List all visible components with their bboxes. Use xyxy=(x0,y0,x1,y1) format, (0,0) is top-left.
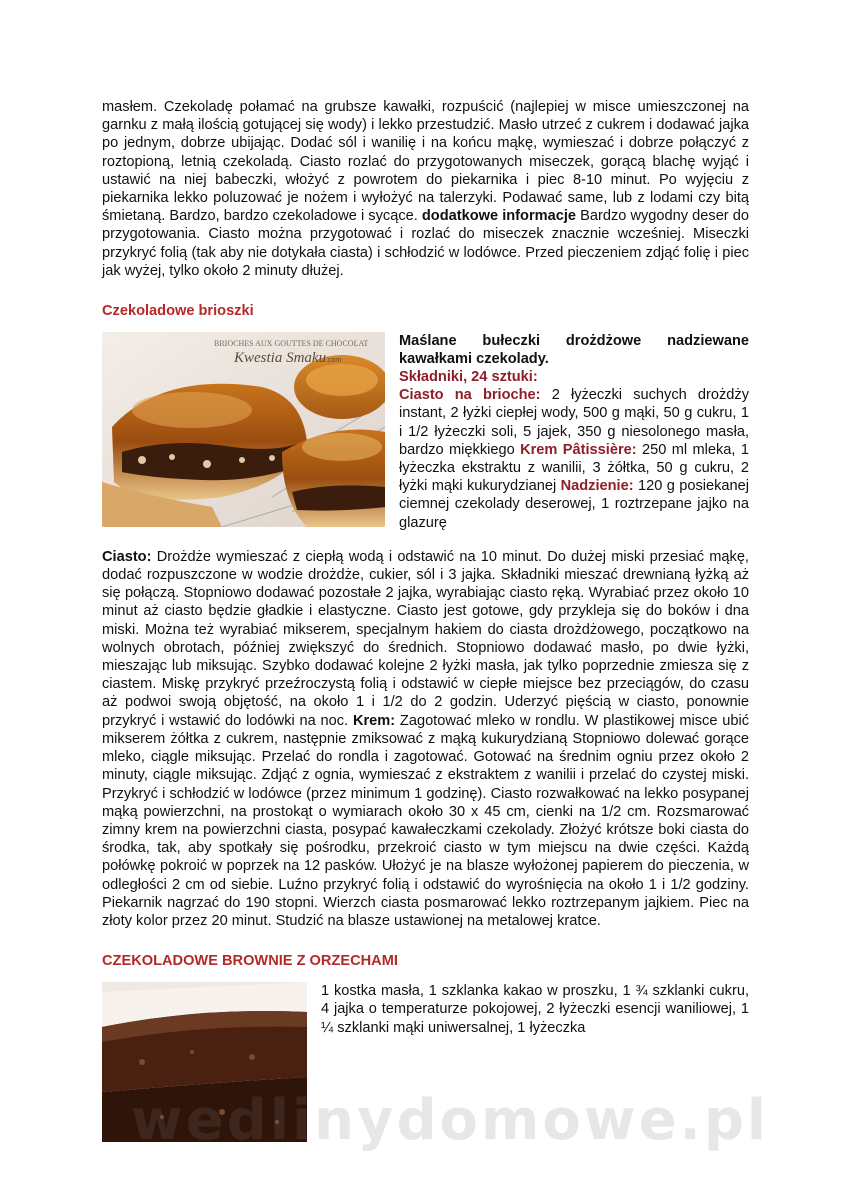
ingredients-label: Składniki, 24 sztuki: xyxy=(399,369,538,386)
brioche-image xyxy=(102,332,385,527)
dough-label: Ciasto na brioche: xyxy=(399,387,541,404)
method-cream-label: Krem: xyxy=(352,712,396,729)
watermark: wedlinydomowe.pl xyxy=(130,1088,770,1153)
brownie-image xyxy=(102,982,307,1142)
photo-caption-line2: Kwestia Smaku xyxy=(234,350,327,367)
brownie-section xyxy=(102,982,749,1037)
method-dough-text: Drożdże wymieszać z ciepłą wodą i odstawić na 10 minut. Do dużej miski przesiać mąkę, dodać rozpuszczone w wodzie drożdże, cukier, sól i 3 jajka. Składniki mieszać drewnianą łyżką aż się połączą. Stopniowo dodawać pozostałe 2 jajka, wyrabiając ciasto ręką. Wyrabiać przez około 10 minut aż ciasto będzie gładkie i elastyczne. Ciasto jest gotowe, gdy przykleja się do boków i dna miski. Można też wyrabiać mikserem, specjalnym hakiem do ciasta drożdżowego, początkowo na wolnych obrotach, później zwiększyć do średnich. Stopniowo dodawać masło, po dwie łyżki, mieszając lub miksując. Szybko dodawać kolejne 2 łyżki masła, jak tylko poprzednie zmiesza się z ciastem. Miskę przykryć przeźroczystą folią i odstawić w ciepłe miejsce bez przeciągów, do czasu aż podwoi swoją objętość, na około 1 i 1/2 do 2 godzin. Uderzyć pięścią w ciasto, ponownie przykryć i wstawić do lodówki na noc. xyxy=(102,548,749,729)
intro-text-1: masłem. Czekoladę połamać na grubsze kawałki, rozpuścić (najlepiej w misce umieszczonej na garnku z małą ilością gotującej się wody) i lekko przestudzić. Masło utrzeć z cukrem i dodawać jajka po jednym, dobrze ubijając. Dodać sól i wanilię i na końcu mąkę, wymieszać i dobrze połączyć z roztopioną, letnią czekoladą. Ciasto rozlać do przygotowanych miseczek, gorącą blachę wyjąć i ustawić na niej babeczki, włożyć z powrotem do piekarnika i piec 8-10 minut. Po wyjęciu z piekarnika lekko poluzować je nożem i wyłożyć na talerzyki. Podawać same, lub z lodami czy bitą śmietaną. Bardzo, bardzo czekoladowe i sycące. xyxy=(102,99,749,225)
brownie-ingredients: 1 kostka masła, 1 szklanka kakao w proszku, 1 ¾ szklanki cukru, 4 jajka o temperaturze pokojowej, 2 łyżeczki esencji waniliowej, 1 ¼ szklanki mąki uniwersalnej, 1 łyżeczka xyxy=(321,983,749,1036)
photo-caption-line3: .com xyxy=(326,357,342,365)
dough-text: 2 łyżeczki suchych drożdży instant, 2 łyżki ciepłej wody, 500 g mąki, 50 g cukru, 1 i 1/2 łyżeczki soli, 5 jajek, 350 g niesolonego masła, bardzo miękkiego xyxy=(399,387,750,458)
extra-info-label: dodatkowe informacje xyxy=(421,208,577,225)
brioche-heading: Czekoladowe brioszki xyxy=(102,303,254,320)
brioche-photo xyxy=(102,332,385,527)
brownie-photo xyxy=(102,982,307,1142)
cream-text: 250 ml mleka, 1 łyżeczka ekstraktu z wanilii, 3 żółtka, 50 g cukru, 2 łyżki mąki kukurydzianej xyxy=(399,441,749,495)
method-dough-label: Ciasto: xyxy=(102,548,152,565)
intro-paragraph xyxy=(102,98,749,280)
filling-text: 120 g posiekanej ciemnej czekolady deserowej, 1 roztrzepane jajko na glazurę xyxy=(399,478,749,531)
photo-caption-line1: BRIOCHES AUX GOUTTES DE CHOCOLAT xyxy=(214,339,369,349)
filling-label: Nadzienie: xyxy=(560,478,634,495)
cream-label: Krem Pâtissière: xyxy=(520,441,637,458)
brownie-heading: CZEKOLADOWE BROWNIE Z ORZECHAMI xyxy=(102,953,398,970)
intro-text-2: Bardzo wygodny deser do przygotowania. Ciasto można przygotować i rozlać do miseczek znacznie wcześniej. Miseczki przykryć folią (tak aby nie dotykała ciasta) i schłodzić w lodówce. Przed pieczeniem zdjąć folię i piec jak wyżej, tylko około 2 minuty dłużej. xyxy=(102,208,749,279)
document-page xyxy=(102,98,749,1142)
brioche-method xyxy=(102,548,749,930)
brioche-subtitle: Maślane bułeczki drożdżowe nadziewane kawałkami czekolady. xyxy=(399,333,749,368)
method-cream-text: Zagotować mleko w rondlu. W plastikowej misce ubić mikserem żółtka z cukrem, następnie zmiksować z mąką kukurydzianą Stopniowo dolewać gorące mleko, ciągle miksując. Przelać do rondla i zagotować. Gotować na średnim ogniu przez około 2 minuty, ciągle miksując. Zdjąć z ognia, wymieszać z ekstraktem z wanilii i przelać do czystej miski. Przykryć i schłodzić w lodówce (przez minimum 1 godzinę). Ciasto rozwałkować na lekko posypanej mąką powierzchni, na prostokąt o wymiarach około 30 x 45 cm, cienki na 1/2 cm. Rozsmarować zimny krem na powierzchni ciasta, posypać kawałeczkami czekolady. Złożyć krótsze boki ciasta do środka, tak, aby spotkały się pośrodku, przekroić ciasto w tym miejscu na dwie części. Każdą połówkę pokroić w poprzek na 12 pasków. Ułożyć je na blasze wyłożonej papierem do pieczenia, w odległości 2 cm od siebie. Luźno przykryć folią i odstawić do wyrośnięcia na około 1 i 1/2 godziny. Piekarnik nagrzać do 190 stopni. Wierzch ciasta posmarować lekko roztrzepanym jajkiem. Piec na złoty kolor przez 20 minut. Studzić na blasze ustawionej na metalowej kratce. xyxy=(102,712,750,929)
brioche-section xyxy=(102,332,749,532)
